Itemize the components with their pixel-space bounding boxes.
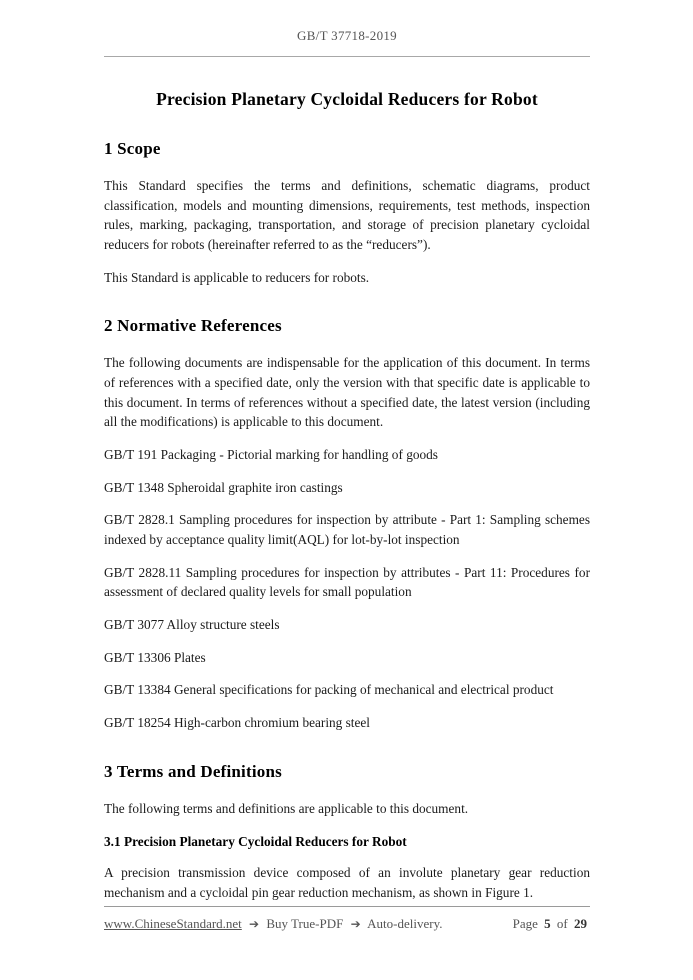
term-definition: A precision transmission device composed of an involute planetary gear reduction mechanism and a cycloidal pin gear reduction mechanism, as shown in Figure 1. (104, 865, 590, 901)
header-divider (104, 56, 590, 57)
paragraph: This Standard is applicable to reducers for robots. (104, 269, 370, 285)
reference-item: GB/T 191 Packaging - Pictorial marking for handling of goods (104, 447, 438, 463)
current-page-number: 5 (544, 916, 551, 931)
paragraph: The following documents are indispensable for the application of this document. In terms of references with a specified date, only the version with that specific date is applicable to this document. In terms of references without a specified date, the latest version (including all the modifications) is applicable to this document. (104, 355, 590, 430)
reference-item: GB/T 13384 General specifications for packing of mechanical and electrical product (104, 682, 554, 698)
arrow-icon: ➔ (350, 917, 361, 931)
section-heading-normative-references: 2 Normative References (104, 316, 282, 336)
reference-item: GB/T 3077 Alloy structure steels (104, 617, 280, 633)
website-link[interactable]: www.ChineseStandard.net (104, 916, 242, 931)
reference-item: GB/T 13306 Plates (104, 649, 206, 665)
document-title: Precision Planetary Cycloidal Reducers for Robot (156, 89, 538, 109)
footer-delivery-text: Auto-delivery. (367, 916, 443, 931)
section-terms-and-definitions (104, 762, 590, 903)
page-footer (104, 906, 590, 932)
section-heading-scope: 1 Scope (104, 139, 161, 158)
term-subheading: 3.1 Precision Planetary Cycloidal Reducers for Robot (104, 834, 407, 850)
section-normative-references (104, 316, 590, 732)
page-indicator (513, 916, 590, 932)
reference-item: GB/T 1348 Spheroidal graphite iron castings (104, 479, 343, 495)
reference-item: GB/T 2828.1 Sampling procedures for inspection by attribute - Part 1: Sampling schemes indexed by acceptance quality limit(AQL) for lot-by-lot inspection (104, 512, 590, 548)
reference-item: GB/T 2828.11 Sampling procedures for inspection by attributes - Part 11: Procedures for assessment of declared quality levels for small population (104, 564, 590, 600)
doc-number: GB/T 37718-2019 (297, 28, 397, 43)
arrow-icon: ➔ (249, 917, 260, 931)
footer-promo (104, 916, 447, 932)
paragraph: This Standard specifies the terms and definitions, schematic diagrams, product classification, models and mounting dimensions, requirements, test methods, inspection rules, marking, packaging, transportation, and storage of precision planetary cycloidal reducers for robots (hereinafter referred to as the “reducers”). (104, 178, 590, 253)
reference-item: GB/T 18254 High-carbon chromium bearing steel (104, 715, 371, 731)
total-pages-number: 29 (574, 916, 587, 931)
section-heading-terms: 3 Terms and Definitions (104, 761, 282, 781)
of-label: of (556, 916, 568, 931)
footer-buy-text: Buy True-PDF (266, 916, 344, 931)
paragraph: The following terms and definitions are applicable to this document. (104, 800, 469, 816)
page-label: Page (512, 916, 538, 931)
section-scope (104, 139, 590, 287)
page-header (104, 28, 590, 57)
